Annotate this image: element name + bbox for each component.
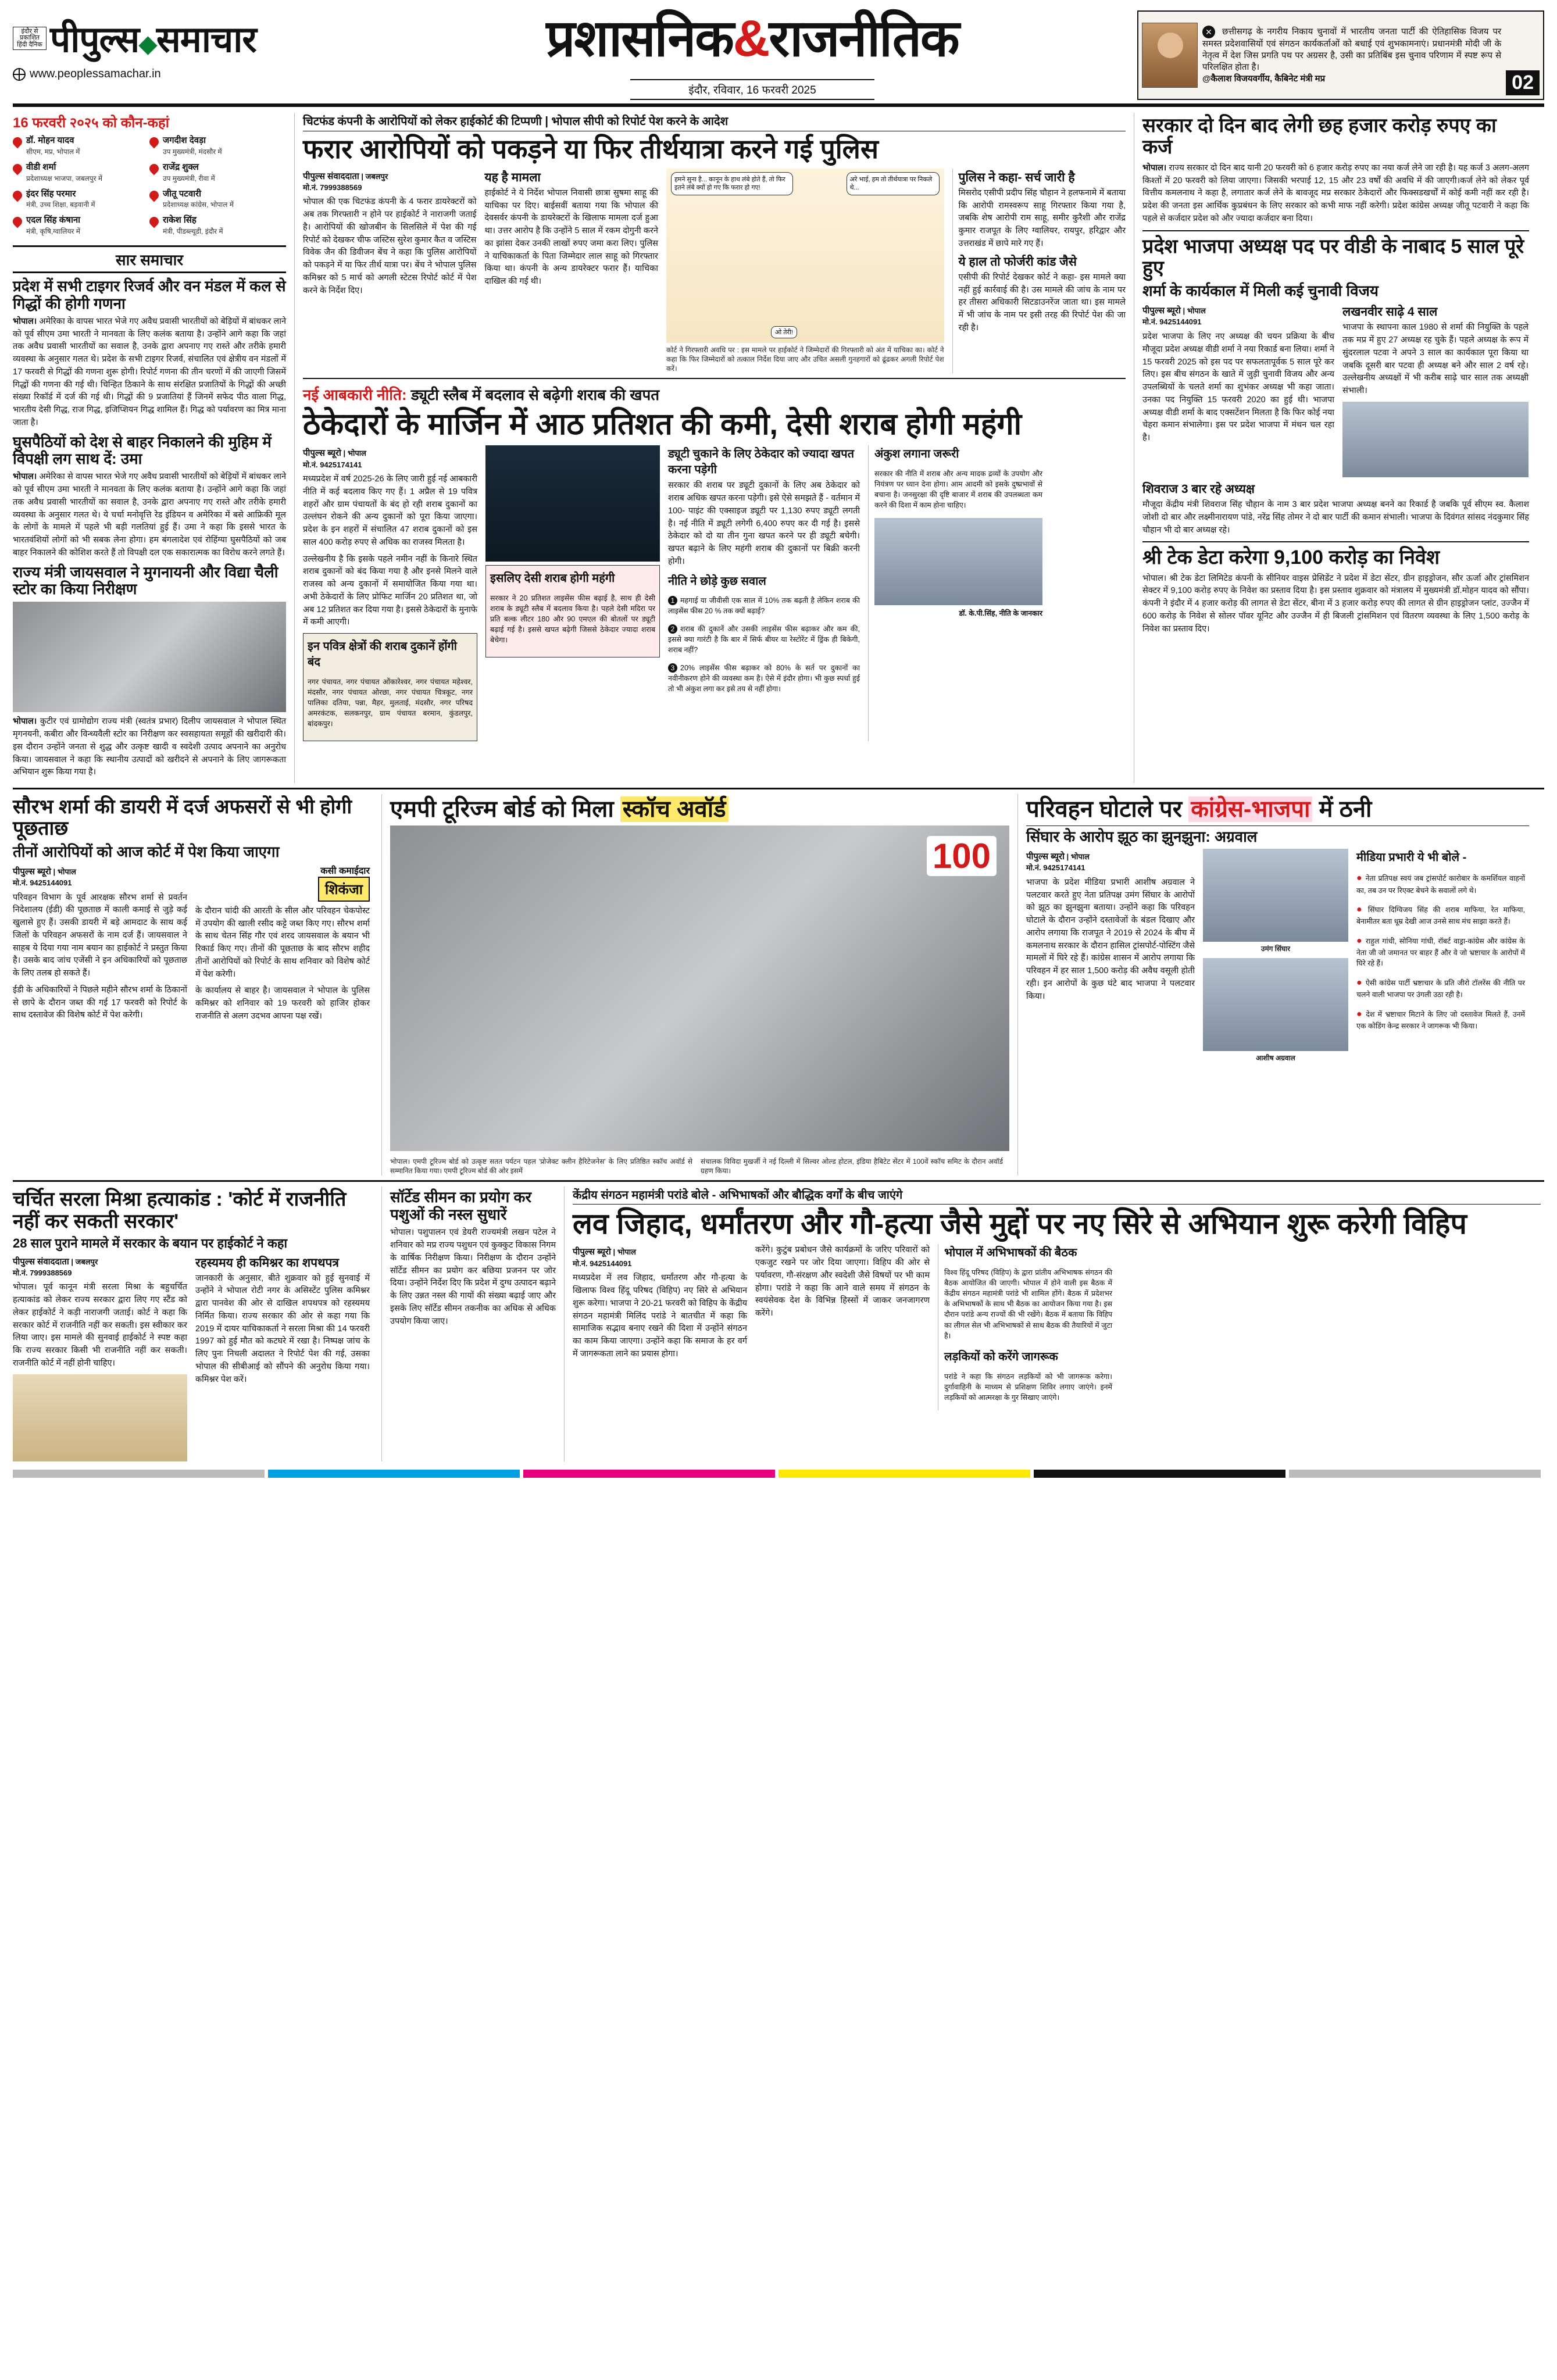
transport-col-2 — [1203, 849, 1348, 1063]
transport-point-1-text: नेता प्रतिपक्ष स्वयं जब ट्रांसपोर्ट कारोबार के कमर्शियल वाहनों का, तब उन पर रिएक्ट बेचने के सवालों लगे थे। — [1356, 874, 1525, 895]
bjp-subhead: शर्मा के कार्यकाल में मिली कई चुनावी विजय — [1142, 282, 1379, 300]
saurabh-headline: सौरभ शर्मा की डायरी में दर्ज अफसरों से भी होगी पूछताछ — [13, 796, 352, 840]
bjp-side-body: भाजपा के स्थापना काल 1980 से शर्मा की नियुक्ति के पहले तक मप्र में हुए 27 अध्यक्ष रह चुके हैं। पहले अध्यक्ष के रूप में सुंदरलाल पटवा ने अपने 3 साल का कार्यकाल पूरा किया था जबकि दूसरी बार पटवा ही अध्यक्ष बने और साल 2 वर्ष रहे। उल्लेखनीय अध्यक्षों में भी करीब साढ़े चार साल तक अध्यक्षी संभाली। — [1342, 323, 1529, 396]
byline-mobile: मो.नं. 9425144091 — [1142, 317, 1202, 327]
excise-col-3 — [668, 445, 860, 741]
vhp-col-2 — [755, 1244, 930, 1410]
vhp-box1-title: भोपाल में अभिभाषकों की बैठक — [944, 1246, 1077, 1260]
bullet-icon: ● — [1356, 978, 1363, 988]
logo-word-2: समाचार — [156, 20, 256, 60]
saurabh-subhead: तीनों आरोपियों को आज कोर्ट में पेश किया जाएगा — [13, 842, 280, 860]
tourism-story — [381, 794, 1009, 1175]
court-gavel-photo — [13, 1374, 187, 1461]
byline: पीपुल्स संवाददाता | जबलपुर मो.नं. 7999388569 — [13, 1256, 98, 1277]
vhp-col-3 — [938, 1244, 1112, 1410]
liquor-bottles-photo — [485, 445, 660, 562]
bjp-body-1: प्रदेश भाजपा के लिए नए अध्यक्ष की चयन प्रक्रिया के बीच मौजूदा प्रदेश अध्यक्ष वीडी शर्मा ने नया रिकार्ड बना लिया। शर्मा ने 15 फरवरी 2025 को इस पद पर सफलतापूर्वक 5 साल पूरे कर लिए। इस बीच संगठन के खाते में जुड़ी चुनावी विजय और अन्य उपलब्धियों के चलते शर्मा का शुभंकर अध्यक्ष भी कहा जाता। उनका पद नियुक्ति 15 फरवरी 2020 का हुई थी। भाजपा अध्यक्ष वीडी शर्मा के बाद एक्सटेंशन मिलता है कि फिर कोई नया चेहरा कमान संभालेगा। इस पर प्रदेश भाजपा में मंथन चल रहा है। — [1142, 332, 1334, 442]
status-badge: शिकंजा — [318, 877, 370, 902]
saar-headline-1: प्रदेश में सभी टाइगर रिजर्व और वन मंडल में कल से गिद्धों की होगी गणना — [13, 277, 286, 312]
tourism-captions — [390, 1155, 1009, 1175]
excise-box1-body: सरकार ने 20 प्रतिशत लाइसेंस फीस बढ़ाई है, साथ ही देसी शराब के ड्यूटी स्लैब में बदलाव किया है। पहले देसी मदिरा पर प्रति बल्क लीटर 180 और 90 एमएल की बोतलों पर ड्यूटी बढ़ाई गई है। इससे खपत बढ़ेगी जिससे ठेकेदार ज्यादा शराब बेचेगा। — [490, 594, 655, 645]
sarla-col-2 — [195, 1254, 370, 1461]
saar-headline-2: घुसपैठियों को देश से बाहर निकालने की मुहिम में विपक्षी लग साथ दें: उमा — [13, 433, 272, 468]
agrawal-photo — [1203, 958, 1348, 1051]
saar-dateline-1: भोपाल। — [13, 316, 37, 326]
byline-org: पीपुल्स संवाददाता — [13, 1256, 69, 1267]
excise-kicker — [303, 384, 1126, 405]
lead-sidebar-body: हाईकोर्ट ने ये निर्देश भोपाल निवासी छात्रा सुषमा साहू की याचिका पर दिए। बाईसवीं बताया गया कि भोपाल की देवसर्वर कंपनी के डायरेक्टरों के खिलाफ मामला दर्ज हुआ था। उत्तर आरोप है कि उन्होंने 5 साल में रकम दोगुनी करने का झांसा देकर उनकी लाखों रुपए जमा करा लिए। पुलिस ने याचिकाकर्ता के पिता जिम्मेदार लाल साहू को गिरफ्तार किया था। कंपनी के अन्य डायरेक्टर फरार हैं। याचिका दाखिल की गई थी। — [484, 188, 658, 287]
byline-mobile: मो.नं. 9425174141 — [1026, 863, 1085, 873]
transport-story — [1017, 794, 1529, 1175]
forgery-subhead: ये हाल तो फोर्जरी कांड जैसे — [958, 255, 1077, 269]
page-title-left: प्रशासनिक — [546, 9, 733, 67]
transport-point-4-text: ऐसी कांग्रेस पार्टी भ्रष्टाचार के प्रति जीरो टॉलरेंस की नीति पर चलने वाली भाजपा पर उंगली उठा रही है। — [1356, 979, 1525, 999]
list-item — [149, 215, 286, 237]
excise-box4-title: नीति ने छोड़े कुछ सवाल — [668, 574, 766, 588]
lead-col-2 — [484, 169, 658, 374]
bjp-col-2 — [1342, 303, 1529, 480]
stamp-top-label: कसी कमाईदार — [320, 866, 370, 876]
saurabh-story — [13, 794, 373, 1175]
masthead-left — [13, 10, 367, 100]
excise-box3-body: नगर पंचायत, नगर पंचायत ओंकारेश्वर, नगर पंचायत महेश्वर, मंदसौर, नगर पंचायत ओरछा, नगर पंचायत चित्रकूट, नगर पालिका दतिया, पन्ना, मैहर, मुलताई, मंदसौर, नगर परिषद अमरकंटक, सलकनपुर, ग्राम पंचायत बरमान, कुंडलपुर, बांदकपुर। — [308, 677, 473, 728]
location-pin-icon — [11, 188, 24, 202]
location-pin-icon — [148, 135, 161, 149]
sarla-subhead: 28 साल पुराने मामले में सरकार के बयान पर हाईकोर्ट ने कहा — [13, 1236, 288, 1251]
byline-org: पीपुल्स ब्यूरो — [1142, 306, 1181, 316]
byline-place: भोपाल — [347, 449, 366, 458]
website-url[interactable]: www.peoplessamachar.in — [30, 67, 161, 80]
byline: पीपुल्स ब्यूरो | भोपाल मो.नं. 9425144091 — [573, 1247, 636, 1268]
excise-kicker-rest: ड्यूटी स्लैब में बदलाव से बढ़ेगी शराब की खपत — [410, 386, 660, 404]
saar-body-3 — [13, 716, 286, 779]
bjp-col-1 — [1142, 303, 1334, 480]
excise-body-1: मध्यप्रदेश में वर्ष 2025-26 के लिए जारी हुई नई आबकारी नीति में कई बदलाव किए गए हैं। 1 अप्रैल से 19 पवित्र शहरों और ग्राम पंचायतों के बंद हो रही शराब दुकानों का उल्लंघन रोकने की अन्य दुकानों को पूरा किया जाएगा। प्रदेश के इन शहरों में संचालित 47 शराब दुकानों को इस साल 400 करोड़ रुपए से अधिक का राजस्व मिलता है। — [303, 474, 477, 547]
cartoon-illustration — [666, 169, 944, 343]
masthead — [13, 10, 1544, 107]
lead-headline: फरार आरोपियों को पकड़ने या फिर तीर्थयात्रा करने गई पुलिस — [303, 134, 879, 164]
x-logo-icon: ✕ — [1202, 26, 1215, 38]
person-name: वीडी शर्मा — [26, 162, 56, 172]
semen-body: भोपाल। पशुपालन एवं डेयरी राज्यमंत्री लखन पटेल ने शनिवार को मप्र राज्य पशुधन एवं कुक्कुट विकास निगम के वार्षिक निरीक्षण किया। निरीक्षण के दौरान उन्होंने सॉर्टेड सीमन का प्रयोग कर बछिया प्रजनन पर जोर दिया। उन्होंने निर्देश दिए कि प्रदेश में दुग्ध उत्पादन बढ़ाने के लिए उन्नत नस्ल की गायों की संख्या बढ़ाई जाए और इसके लिए सॉर्टेड सीमन तकनीक का अधिक से अधिक उपयोग किया जाए। — [390, 1228, 556, 1326]
bjp-sub2-head: शिवराज 3 बार रहे अध्यक्ष — [1142, 482, 1255, 496]
minister-inspection-photo — [13, 602, 286, 712]
bjp-headline: प्रदेश भाजपा अध्यक्ष पद पर वीडी के नाबाद 5 साल पूरे हुए — [1142, 235, 1524, 279]
byline-org: पीपुल्स ब्यूरो — [573, 1247, 611, 1257]
excise-col-4 — [868, 445, 1042, 741]
page-title-right: राजनीतिक — [769, 9, 959, 67]
bullet-number-icon: 3 — [668, 663, 677, 673]
sarla-row — [13, 1254, 373, 1461]
list-item — [149, 135, 286, 157]
saurabh-row — [13, 864, 373, 1027]
list-item — [149, 162, 286, 184]
vd-sharma-photo — [1342, 402, 1529, 477]
page-number: 02 — [1506, 70, 1540, 95]
masthead-center — [367, 10, 1137, 100]
list-item — [13, 162, 149, 184]
byline: पीपुल्स ब्यूरो | भोपाल मो.नं. 9425144091 — [13, 866, 76, 888]
byline-mobile: मो.नं. 7999388569 — [13, 1268, 72, 1277]
award-ceremony-photo — [390, 826, 1009, 1151]
person-detail: प्रदेशाध्यक्ष कांग्रेस, भोपाल में — [163, 201, 234, 209]
byline-mobile: मो.नं. 7999388569 — [303, 183, 362, 192]
sarla-headline: चर्चित सरला मिश्रा हत्याकांड : 'कोर्ट में राजनीति नहीं कर सकती सरकार' — [13, 1188, 347, 1232]
vhp-story — [564, 1187, 1541, 1461]
row-1 — [13, 113, 1544, 783]
vhp-body-2: करेंगे। कुटुंब प्रबोधन जैसे कार्यक्रमों के जरिए परिवारों को एकजुट रखने पर जोर दिया जाएगा। विहिप की ओर से पर्यावरण, गौ-संरक्षण और स्वदेशी जैसे विषयों पर भी काम होगा। परांडे ने कहा कि आने वाले समय में संगठन के स्वयंसेवक देश के विभिन्न हिस्सों में जाकर जनजागरण करेंगे। — [755, 1245, 930, 1318]
transport-subhead: सिंघार के आरोप झूठ का झुनझुना: अग्रवाल — [1026, 826, 1529, 846]
byline: पीपुल्स ब्यूरो | भोपाल मो.नं. 9425174141 — [1026, 851, 1090, 873]
transport-point-2 — [1356, 903, 1525, 927]
excise-question-2-text: शराब की दुकानें और उसकी लाइसेंस फीस बढ़ाकर और कम की, इससे क्या गारंटी है कि बार में सिर्फ बीयर या रेस्टोरेंट में ड्रिंक ही बिकेगी, शराब नहीं? — [668, 624, 860, 655]
person-name: एदल सिंह कंषाना — [26, 215, 81, 226]
location-pin-icon — [148, 215, 161, 228]
excise-kicker-red: नई आबकारी नीति: — [303, 386, 407, 404]
excise-bottles-wrap — [485, 445, 660, 562]
list-item — [149, 189, 286, 210]
saar-dateline-3: भोपाल। — [13, 717, 37, 727]
singhar-photo-caption: उमंग सिंघार — [1260, 944, 1291, 953]
bullet-icon: ● — [1356, 873, 1363, 884]
excise-body-2: उल्लेखनीय है कि इसके पहले नमीन नहीं के किनारे स्थित शराब दुकानों को बंद किया गया है और इनसे मिलने वाले राजस्व को अन्य दुकानों में समायोजित किया गया था। अभी ठेकेदारों के लिए प्रोफिट मार्जिन 20 प्रतिशत था, जो अब 12 प्रतिशत कर दिया गया है। इससे ठेकेदारों के मुनाफे में कमी आएगी। — [303, 554, 477, 627]
promo-portrait — [1142, 23, 1198, 88]
person-detail: मंत्री, कृषि,ग्वालियर में — [26, 227, 80, 235]
person-detail: उप मुख्यमंत्री, रीवा में — [163, 174, 215, 183]
excise-question-3 — [668, 663, 860, 694]
logo-badge: इंदौर से प्रकाशित हिंदी दैनिक — [13, 27, 47, 51]
saar-text-3: कुटीर एवं ग्रामोद्योग राज्य मंत्री (स्वतंत्र प्रभार) दिलीप जायसवाल ने भोपाल स्थित मृगनयनी, कबीरा और विन्ध्यवैली स्टोर का निरीक्षण कर स्वसहायता समूहों की खरीदारी की। इस दौरान उन्होंने जनता से शुद्ध और उत्कृष्ट खादी व स्वदेशी उत्पाद अपनाने का अनुरोध किया। जायसवाल ने कहा कि स्थानीय उत्पादों को खरीदने से अपनाने के लिए जागरूकता अभियान शुरू किया गया है। — [13, 717, 287, 777]
byline-org: पीपुल्स ब्यूरो — [1026, 851, 1065, 862]
saurabh-body-3: के कार्यालय से बाहर है। जायसवाल ने भोपाल के पुलिस कमिश्नर को शनिवार को 19 फरवरी को हाजिर होकर राजनीति से अलग उदभव आपना पक्ष रखें। — [195, 986, 370, 1021]
transport-headline — [1026, 796, 1529, 822]
page-title — [367, 9, 1137, 67]
award-edition-badge: 100 — [927, 836, 997, 876]
bullet-icon: ● — [1356, 905, 1365, 915]
byline-place: भोपाल — [617, 1248, 636, 1257]
transport-col-1 — [1026, 849, 1195, 1063]
ca-loan-body: भोपाल। राज्य सरकार दो दिन बाद यानी 20 फरवरी को 6 हजार करोड़ रुपए का नया कर्ज लेने जा रही है। यह कर्ज 3 अलग-अलग किश्तों में 20 फरवरी को लिया जाएगा। जिसकी भरपाई 12, 15 और 23 वर्षों की अवधि में की जाएगी।कर्ज लेने को लेकर पूर्व वित्तीय कमलनाथ ने कहा है, लगातार कर्ज लेने के बावजूद मप्र सरकार ठेकेदारों और फिक्सडखर्चों में कोई कमी नहीं कर रही है। प्रदेश की जनता इस आर्थिक कुप्रबंधन के लिए सरकार को कभी माफ नहीं करेगी। प्रदेश कांग्रेस अध्यक्ष जीतू पटवारी ने कहा कि पहले से कर्जदार प्रदेश को और ज्यादा कर्जदार बना दिया। — [1142, 163, 1529, 223]
excise-box5-author: डॉ. के.पी.सिंह, नीति के जानकार — [959, 609, 1042, 617]
strip-swatch — [268, 1470, 520, 1478]
cartoon-speech-bubble-3: ओ तेरी! — [771, 326, 797, 338]
excise-question-3-text: 20% लाइसेंस फीस बढ़ाकर को 80% के सर्त पर दुकानों का नवीनीकरण होने की व्यवस्था कम है। ऐसे में इंदौर होगा। भी कुछ स्पर्धा हुई तो भी अंकुश लगा कर इसे तय से नहीं होगा। — [668, 663, 860, 694]
sarla-col2-body: जानकारी के अनुसार, बीते शुक्रवार को हुई सुनवाई में उन्होंने ने भोपाल रोटी नगर के असिस्टेंट पुलिस कमिश्नर द्वारा पानवेश की ओर से दाखिल शपथपत्र को रहस्यमय निर्मित किया। राज्य सरकार की ओर से कहा गया कि 2019 में दायर याचिकाकर्ता ने सरला मिश्रा की 14 फरवरी 1997 को हुई मौत को कटघरे में रखा है। निष्पक्ष जांच के लिए पुनः निचली अदालत ने रिपोर्ट पेश की गई, उसका भोपाल की सीबीआई को सौंपने की अनुरोध किया गया। कमिश्नर पेश करें। — [195, 1273, 370, 1384]
expert-portrait-photo — [874, 518, 1042, 605]
strip-swatch — [1289, 1470, 1541, 1478]
police-subhead: पुलिस ने कहा- सर्च जारी है — [958, 170, 1075, 184]
location-pin-icon — [148, 162, 161, 175]
sarla-col2-head: रहस्यमय ही कमिश्नर का शपथपत्र — [195, 1256, 340, 1270]
location-pin-icon — [11, 135, 24, 149]
excise-col-1 — [303, 445, 477, 741]
logo — [13, 14, 367, 63]
person-name: राजेंद्र शुक्ल — [163, 162, 199, 172]
byline-org: पीपुल्स ब्यूरो — [13, 866, 51, 877]
row-2 — [13, 794, 1544, 1175]
vhp-box2-title: लड़कियों को करेंगे जागरूक — [944, 1350, 1058, 1364]
person-name: जगदीश देवड़ा — [163, 135, 206, 145]
person-name: डॉ. मोहन यादव — [26, 135, 74, 145]
saar-text-2: अमेरिका से वापस भारत भेजे गए अवैध प्रवासी भारतीयों को बेड़ियों में बांधकर लाने को पूर्व सीएम उमा भारती ने मानवता के लिए कलंक बताया है। उन्होंने आगे कहा कि जहां तक अवैध प्रवासी भारतीयों का सवाल है, उनके द्वारा अपनाए गए रास्ते और तरीके हमारी व्यवस्था के अनुसार गलत थे। ये चर्चा मनोवृत्ति रेड इंडियन व अमेरिका में बसे आफ्रिकी मूल के लोगों के मामले में पहले भी बड़ी गलतियां हुई हैं। उमा ने कहा कि इससे भारत के भारतवंशियों लोगों को भी सबक लेना होगा। हम बंगलादेश एवं रोहिंग्या घुसपैठियों को जब बाहर निकालने की कोशिश करते हैं तो विपक्षी दल एक सकारात्मक का विरोध करने लगते हैं। — [13, 472, 286, 558]
saurabh-col-2 — [195, 864, 370, 1027]
byline-org: पीपुल्स ब्यूरो — [303, 448, 341, 459]
transport-headline-right: में ठनी — [1319, 796, 1372, 823]
saar-text-1: अमेरिका के वापस भारत भेजे गए अवैध प्रवासी भारतीयों को बेड़ियों में बांधकर लाने को पूर्व सीएम उमा भारती ने मानवता के लिए कलंक बताया है। उन्होंने आगे कहा कि जहां तक अवैध प्रवासी भारतीयों का सवाल है, उनके द्वारा अपनाए गए रास्ते और तरीके हमारी व्यवस्था के अनुसार गलत थे। प्रदेश के सभी टाइगर रिजर्व, संचालित एवं क्षेत्रीय वन मंडलों में 17 फरवरी से गिद्धों की गणना शुरू होगी। रिपोर्ट गणना की तीन चरणों में की जाएगी जिसमें गिद्धों की गणना की गई थी। चिन्हित ठिकाने के साथ संरक्षित प्रजातियों के गिद्धों की अच्छी संख्या रिकॉर्ड में दर्ज की गई थी। गिद्धों की 9 प्रजातियां हैं जिनमें सफेद पीठ वाला गिद्ध, भारतीय देसी गिद्ध, राज गिद्ध, इजिप्शियन गिद्ध शामिल हैं। गिद्ध को पर्यावरण का मित्र माना जाता है। — [13, 316, 287, 427]
transport-headline-parties: कांग्रेस-भाजपा — [1188, 796, 1312, 822]
saar-samachar-title: सार समाचार — [13, 245, 286, 273]
who-where-title: 16 फरवरी २०२५ को कौन-कहां — [13, 115, 169, 131]
lead-body-row — [303, 169, 1126, 374]
vhp-body-1: मध्यप्रदेश में लव जिहाद, धर्मांतरण और गौ-हत्या के खिलाफ विश्व हिंदू परिषद (विहिप) नए सिरे से अभियान शुरू करेगा। भाजपा ने 20-21 फरवरी को विहिप के केंद्रीय संगठन महामंत्री मिलिंद परांडे ने बातचीत में कहा कि सामाजिक सद्भाव बनाए रखने की दिशा में उन्होंने संगठन का काम किया जाएगा। उन्होंने कहा कि समाज के हर वर्ग में जागरूकता लाने का प्रयास होगा। — [573, 1273, 747, 1359]
transport-point-5-text: देश में भ्रष्टाचार मिटाने के लिए जो दस्तावेज मिलते हैं, उनमें एक कोडिंग केन्द्र सरकार ने जागरूक भी किया। — [1356, 1010, 1526, 1031]
saar-body-2 — [13, 471, 286, 559]
excise-box3-title: इन पवित्र क्षेत्रों की शराब दुकानें होंगी बंद — [308, 640, 457, 669]
person-name: इंदर सिंह परमार — [26, 188, 76, 199]
excise-holy-places-box — [303, 633, 477, 741]
tourism-caption-2: संचालक विविदा मुखर्जी ने नई दिल्ली में सिल्वर ओल्ड होटल, इंडिया हैबिटेट सेंटर में 100वें स्कॉच समिट के दौरान अवॉर्ड ग्रहण किया। — [701, 1157, 1003, 1175]
cartoon-speech-bubble-2: अरे भाई, हम तो तीर्थयात्रा पर निकले थे... — [847, 172, 940, 196]
location-pin-icon — [11, 215, 24, 228]
strip-swatch — [13, 1470, 265, 1478]
byline-mobile: मो.नं. 9425144091 — [573, 1259, 632, 1268]
excise-row — [303, 445, 1126, 741]
right-column — [1134, 113, 1529, 783]
byline-mobile: मो.नं. 9425174141 — [303, 460, 362, 469]
lead-cartoon-wrap — [666, 169, 944, 374]
byline-place: जबलपुर — [365, 171, 388, 181]
vhp-box1-body: विश्व हिंदू परिषद (विहिप) के द्वारा प्रांतीय अभिभाषक संगठन की बैठक आयोजित की जाएगी। भोपाल में होने वाली इस बैठक में केंद्रीय संगठन महामंत्री परांडे भी शामिल होंगे। बैठक में प्रदेशभर के अभिभाषकों के साथ भी बैठक का आयोजन किया गया है। इस दौरान परांडे अन्य राज्यों की भी रखेंगे। बैठक में बताया कि विहिप का लीगल सेल भी अभिभाषकों से साथ बैठक की तैयारियों में जुटा है। — [944, 1268, 1112, 1340]
byline-place: भोपाल — [57, 867, 76, 876]
semen-story — [381, 1187, 556, 1461]
left-column — [13, 113, 286, 783]
byline: पीपुल्स ब्यूरो | भोपाल मो.नं. 9425174141 — [303, 448, 366, 469]
semen-headline: सॉर्टेड सीमन का प्रयोग कर पशुओं की नस्ल सुधारें — [390, 1188, 532, 1224]
vhp-col-1 — [573, 1244, 747, 1410]
excise-box2-title: ड्यूटी चुकाने के लिए ठेकेदार को ज्यादा खपत करना पड़ेगी — [668, 448, 855, 477]
page-title-amp: & — [733, 9, 769, 67]
location-pin-icon — [148, 188, 161, 202]
person-name: राकेश सिंह — [163, 215, 197, 226]
cartoon-speech-bubble-1: हमने सुना है... कानून के हाथ लंबे होते हैं, तो फिर इतने लंबे क्यों हो गए कि फरार हो गए! — [671, 172, 793, 196]
excise-box2-body: सरकार की शराब पर ड्यूटी दुकानों के लिए अब ठेकेदार को शराब अधिक खपत करना पड़ेगी। इसे ऐसे समझते हैं - वर्तमान में 100- पाइंट की एक्साइज ड्यूटी पर 1,130 रुपए ड्यूटी लगती है। नई नीति में ड्यूटी लगेगी 6,400 रुपए कर दी गई है। इससे ठेकेदार को दो या तीन गुना खपत करने पर ही ड्यूटी बचेगी। खपत बढ़ाने के लिए महंगी शराब की दुकानों पर बिक्री करनी होगी। — [668, 481, 860, 566]
excise-question-1-text: महगाई या जीवीसी एक साल में 10% तक बढ़ती है लेकिन शराब की लाइसेंस फीस 20 % तक क्यों बढ़ाई? — [668, 596, 860, 616]
saar-dateline-2: भोपाल। — [13, 472, 37, 482]
vhp-box2-body: परांडे ने कहा कि संगठन लड़कियों को भी जागरूक करेगा। दुर्गावाहिनी के माध्यम से प्रशिक्षण शिविर लगाए जाएंगे। इनमें लड़कियों को आत्मरक्षा के गुर सिखाए जाएंगे। — [944, 1372, 1112, 1402]
lead-sidebar-title: यह है मामला — [484, 170, 541, 184]
transport-point-4 — [1356, 976, 1525, 1000]
bjp-sub2-body: मौजूदा केंद्रीय मंत्री शिवराज सिंह चौहान के नाम 3 बार प्रदेश भाजपा अध्यक्ष बनने का रिकार्ड है जबकि पूर्व सीएम स्व. कैलाश जोशी दो बार और लक्ष्मीनारायण पांडे, नरेंद्र सिंह तोमर ने दो बार पार्टी की कमान संभाली। भाजपा के दिवंगत सांसद नंदकुमार सिंह चौहान भी दो बार अध्यक्ष रहे। — [1142, 500, 1529, 535]
transport-points-title: मीडिया प्रभारी ये भी बोले - — [1356, 850, 1467, 864]
website-row[interactable] — [13, 67, 367, 81]
transport-body-1: भाजपा के प्रदेश मीडिया प्रभारी आशीष अग्रवाल ने पलटवार करते हुए नेता प्रतिपक्ष उमंग सिंघार के आरोपों को झूठ का झुनझुना बताया। उन्होंने कहा कि परिवहन घोटाले के दौरान उन्होंने दस्तावेजों के बंडल दिखाए और आरोप लगाया कि राजपूत ने 2019 से 2024 के बीच में कमलनाथ सरकार के दौरान हासिल ट्रांसपोर्ट-पोस्टिंग जैसे मामलों में घिरे रहे हैं। कांग्रेस शासन में आरोप लगाया कि परिवहन में हर साल 1,500 करोड़ की अवैध वसूली होती रही। इन आरोपों के कुछ घंटे बाद भाजपा ने पलटवार किया। — [1026, 877, 1195, 1001]
location-pin-icon — [11, 162, 24, 175]
strip-swatch — [523, 1470, 775, 1478]
excise-story — [303, 384, 1126, 741]
promo-handle: @कैलाश विजयवर्गीय, कैबिनेट मंत्री मप्र — [1202, 73, 1326, 84]
bjp-row — [1142, 303, 1529, 480]
transport-point-1 — [1356, 871, 1525, 895]
bjp-sidehead: लखनवीर साढ़े 4 साल — [1342, 305, 1438, 319]
lead-col-4 — [952, 169, 1126, 374]
vhp-kicker: केंद्रीय संगठन महामंत्री परांडे बोले - अभिभाषकों और बौद्धिक वर्गों के बीच जाएंगे — [573, 1187, 1541, 1205]
excise-box5-title: अंकुश लगाना जरूरी — [874, 448, 959, 461]
transport-point-2-text: सिंघार दिग्विजय सिंह की शराब माफिया, रेत माफिया, बेनामीतर बता धूम्र देखी आज उनसे साथ मंच साझा करते हैं। — [1356, 906, 1525, 926]
person-name: जीतू पटवारी — [163, 188, 202, 199]
person-detail: प्रदेशाध्यक्ष भाजपा, जबलपुर में — [26, 174, 103, 183]
transport-point-5 — [1356, 1007, 1525, 1031]
tourism-headline-left: एमपी टूरिज्म बोर्ड को मिला — [390, 796, 614, 823]
cartoon-caption: कोर्ट ने गिरफ्तारी अवधि पर : इस मामले पर हाईकोर्ट ने जिम्मेदारों की गिरफ्तारी को अंत में याचिका का। कोर्ट ने कहा कि फिर जिम्मेदारों को तत्काल निर्देश दिया जाए और उचित असली गुनहगारों को ढूंढकर अगली रिपोर्ट पेश करें। — [666, 345, 944, 373]
vhp-headline: लव जिहाद, धर्मांतरण और गौ-हत्या जैसे मुद्दों पर नए सिरे से अभियान शुरू करेगी विहिप — [573, 1207, 1467, 1241]
logo-wordmark — [50, 14, 256, 63]
ca-loan-headline: सरकार दो दिन बाद लेगी छह हजार करोड़ रुपए का कर्ज — [1142, 115, 1497, 159]
promo-text-wrap — [1202, 26, 1501, 84]
byline-place: जबलपुर — [75, 1257, 98, 1266]
byline-mobile: मो.नं. 9425144091 — [13, 878, 72, 888]
forgery-body: एसीपी की रिपोर्ट देखकर कोर्ट ने कहा- इस मामले क्या नहीं हुई कार्रवाई की है। उस मामले की जांच के नाम पर हर तीसरा अधिकारी सिटडाउनरेंज जाता था। इस मामले में भी जांच के नाम पर इसी तरह की रिपोर्ट पेश की जा रही है। — [958, 272, 1126, 333]
saurabh-body-1: परिवहन विभाग के पूर्व आरक्षक सौरभ शर्मा से प्रवर्तन निदेशालय (ईडी) की पूछताछ में काली कमाई से जुड़े कई खुलासे हुए हैं। उसकी डायरी में बड़े आमदाट के साथ कई जिलों के परिवहन अफसरों के नाम दर्ज हैं। जायसवाल ने साहब ये दिया गया नाम बयान का हाईकोर्ट ने प्रस्तुत किया है। उसके बाद जांच एजेंसी ने इन अधिकारियों को पूछताछ के लिए तलब हो सकते हैं। — [13, 892, 187, 978]
tek-body: भोपाल। श्री टेक डेटा लिमिटेड कंपनी के सीनियर वाइस प्रेसिडेंट ने प्रदेश में डेटा सेंटर, ग्रीन हाइड्रोजन, सौर ऊर्जा और ट्रांसमिशन सेक्टर में 9,100 करोड़ रुपए के निवेश का प्रस्ताव दिया है। इस प्रस्ताव शुक्रवार को मंत्रालय में मुख्यमंत्री डॉ.मोहन यादव को सौंपा। कंपनी ने इंदौर में 4 हजार करोड़ की लागत से डेटा सेंटर, बीना में 3 हजार करोड़ रुपए की लागत से ग्रीन हाइड्रोजन प्लांट, उज्जैन में 600 करोड़ के निवेश से सोलर पॉवर यूनिट और उज्जैन में ही बिजली ट्रांसमिशन एवं वितरण व्यवस्था के लिए 1,500 करोड़ के निवेश का प्रस्ताव दिए। — [1142, 573, 1529, 634]
tourism-headline — [390, 796, 1009, 822]
list-item — [13, 189, 149, 210]
agrawal-photo-caption: आशीष अग्रवाल — [1256, 1054, 1295, 1063]
byline-place: भोपाल — [1070, 852, 1090, 861]
sarla-body: भोपाल। पूर्व कानून मंत्री सरला मिश्रा के बहुचर्चित हत्याकांड को लेकर राज्य सरकार द्वारा लिए गए स्टैंड को लेकर हाईकोर्ट ने कड़ी नाराजगी जताई। कोर्ट ने कहा कि सरकार कोर्ट में राजनीति नहीं कर सकती। इस स्वीकार कर लिया जाए। इस मामले की सुनवाई हाईकोर्ट ने स्पष्ट कहा कि राज्य सरकार किसी भी राजनीति नहीं कर सकती। राजनीति कोर्ट में नहीं होनी चाहिए। — [13, 1282, 187, 1368]
excise-question-2 — [668, 624, 860, 655]
saurabh-col-1 — [13, 864, 187, 1027]
saurabh-col2-body: के दौरान चांदी की आरती के सील और परिवहन चेकपोस्ट में उपयोग की खाली रसीद कट्टे जब्त किए गए। सौरभ शर्मा के साथ चेतन सिंह गौर एवं शरद जायसवाल के बयान भी रिकार्ड किए गए। तीनों की पूछताछ के बाद सौरभ शहीद तीनों आरोपियों को रिपोर्ट के साथ शनिवार को विशेष कोर्ट में पेश करेगी। — [195, 906, 370, 979]
sarla-col-1 — [13, 1254, 187, 1461]
diamond-icon: ◆ — [139, 31, 156, 57]
globe-icon — [13, 68, 26, 81]
singhar-photo — [1203, 849, 1348, 942]
lead-col-1 — [303, 169, 476, 374]
person-detail: उप मुख्यमंत्री, मंदसौर में — [163, 147, 222, 156]
tek-headline: श्री टेक डेटा करेगा 9,100 करोड़ का निवेश — [1142, 546, 1440, 569]
bullet-number-icon: 1 — [668, 596, 677, 605]
lead-body-text: भोपाल की एक चिटफंड कंपनी के 4 फरार डायरेक्टरों को अब तक गिरफ्तारी न होने पर हाईकोर्ट ने नाराजगी जताई है। आरोपियों की खोजबीन के सिलसिले में पेश की गई रिपोर्ट को देखकर चीफ जस्टिस सुरेश कुमार कैत व जस्टिस विवेक जैन की डिवीजन बेंच ने कहा कि पुलिस आरोपियों को पकड़ने में या फिर तीर्थ यात्रा पर। बेंच ने भोपाल पुलिस कमिश्नर को 5 मार्च को अगली स्टेटस रिपोर्ट कोर्ट में पेश करने के निर्देश दिए। — [303, 197, 477, 295]
byline-org: पीपुल्स संवाददाता — [303, 171, 359, 181]
byline: पीपुल्स ब्यूरो | भोपाल मो.नं. 9425144091 — [1142, 306, 1206, 327]
list-item — [13, 135, 149, 157]
logo-word-1: पीपुल्स — [50, 20, 140, 60]
byline: पीपुल्स संवाददाता | जबलपुर मो.नं. 7999388569 — [303, 171, 388, 192]
color-registration-strip — [13, 1470, 1544, 1478]
transport-headline-left: परिवहन घोटाले पर — [1026, 796, 1183, 823]
transport-point-3 — [1356, 934, 1525, 969]
sarla-story — [13, 1187, 373, 1461]
bullet-icon: ● — [1356, 936, 1363, 946]
who-where-list — [13, 135, 286, 242]
transport-row — [1026, 849, 1529, 1063]
row-3 — [13, 1187, 1544, 1461]
tourism-caption-1: भोपाल। एमपी टूरिज्म बोर्ड को उत्कृष्ट सतत पर्यटन पहल 'प्रोजेक्ट क्लीन हैरिटेजनेस' के लिए प्रतिष्ठित स्कॉच अवॉर्ड से सम्मानित किया गया। एमपी टूरिज्म बोर्ड की ओर इसमें — [390, 1157, 692, 1175]
strip-swatch — [1034, 1470, 1285, 1478]
dateline: इंदौर, रविवार, 16 फरवरी 2025 — [630, 79, 874, 100]
lead-story — [294, 113, 1126, 783]
police-body: मिसरोद एसीपी प्रदीप सिंह चौहान ने हलफनामे में बताया कि आरोपी रामस्वरूप साहू गिरफ्तार किया गया है, जबकि शेष आरोपी राम साहू, समीर कुरैशी और राजेंद्र कुमार राजपूत के लिए ग्वालियर, रायपुर, हरिद्वार और उत्तराखंड में छापे मारे गए हैं। — [958, 188, 1126, 248]
bullet-icon: ● — [1356, 1009, 1363, 1019]
excise-col-2 — [485, 445, 660, 741]
promo-box — [1137, 10, 1544, 100]
person-detail: मंत्री, उच्च शिक्षा, बड़वानी में — [26, 201, 95, 209]
strip-swatch — [779, 1470, 1030, 1478]
person-detail: मंत्री, पीडब्ल्यूडी, इंदौर में — [163, 227, 223, 235]
bullet-number-icon: 2 — [668, 624, 677, 634]
excise-desi-box — [485, 565, 660, 657]
byline-place: भोपाल — [1187, 306, 1206, 316]
excise-headline: ठेकेदारों के मार्जिन में आठ प्रतिशत की कमी, देसी शराब होगी महंगी — [303, 408, 1022, 442]
excise-box1-title: इसलिए देसी शराब होगी महंगी — [490, 572, 615, 585]
tourism-headline-award: स्कॉच अवॉर्ड — [620, 796, 728, 822]
lead-kicker: चिटफंड कंपनी के आरोपियों को लेकर हाईकोर्ट की टिप्पणी | भोपाल सीपी को रिपोर्ट पेश करने के आदेश — [303, 113, 1126, 131]
saurabh-body-2: ईडी के अधिकारियों ने पिछले महीने सौरभ शर्मा के ठिकानों से छापे के दौरान जब्त की गई 17 फरवरी को रिपोर्ट के साथ दस्तावेज की विशेष कोर्ट में पेश करेगी। — [13, 985, 187, 1020]
excise-box5-body: सरकार की नीति में शराब और अन्य मादक द्रव्यों के उपयोग और नियंत्रण पर ध्यान देना होगा। आम आदमी को इसके दुष्प्रभावों से बचाना है। जनसुरक्षा की दृष्टि बाजार में शराब की उपलब्धता कम करने की दिशा में काम होना चाहिए। — [874, 469, 1042, 510]
saar-body-1 — [13, 316, 286, 430]
excise-question-1 — [668, 595, 860, 616]
list-item — [13, 215, 149, 237]
person-detail: सीएम, मप्र, भोपाल में — [26, 147, 80, 156]
vhp-row — [573, 1244, 1541, 1410]
saar-headline-3: राज्य मंत्री जायसवाल ने मुगनायनी और विद्या चैली स्टोर का किया निरीक्षण — [13, 563, 278, 598]
transport-point-3-text: राहुल गांधी, सोनिया गांधी, रॉबर्ट वाड्रा-कांग्रेस और कांग्रेस के नेता जी जो जमानत पर बाहर हैं और वे जो भ्रष्टाचार के आरोपों में घिरे रहे हैं। — [1356, 937, 1525, 968]
transport-col-3 — [1356, 849, 1525, 1063]
promo-text: छत्तीसगढ़ के नगरीय निकाय चुनावों में भारतीय जनता पार्टी की ऐतिहासिक विजय पर समस्त प्रदेशवासियों एवं संगठन कार्यकर्ताओं को बधाई एवं शुभकामनाएं। प्रधानमंत्री मोदी जी के नेतृत्व में देश जिस प्रगति पथ पर अग्रसर है, उसी का प्रतिबिंब इस चुनाव परिणाम में स्पष्ट रूप से परिलक्षित होता है। — [1202, 27, 1502, 72]
